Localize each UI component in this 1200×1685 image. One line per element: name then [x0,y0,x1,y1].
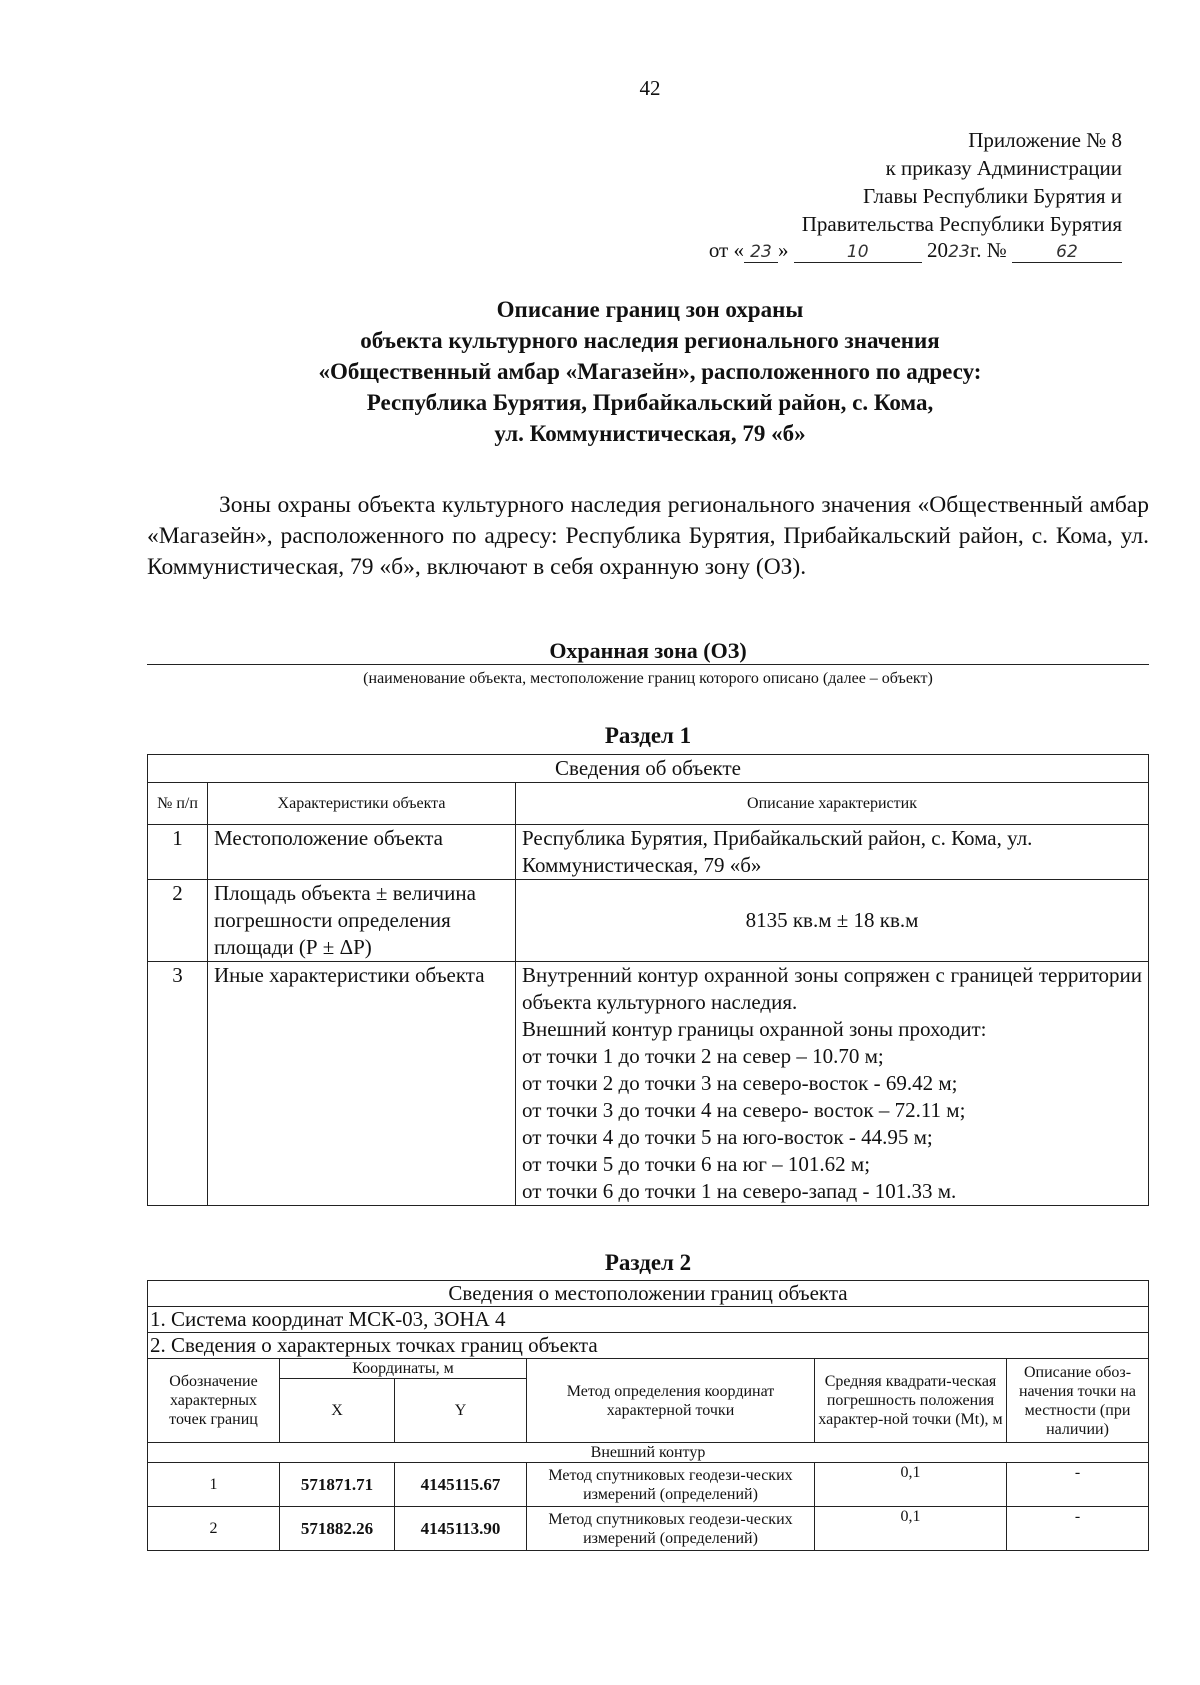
title-line-4: Республика Бурятия, Прибайкальский район, с. Кома, [366,390,934,415]
header-description: Описание обоз-начения точки на местности (при наличии) [1007,1359,1149,1443]
row-description [516,962,1149,1206]
point-method: Метод спутниковых геодези-ческих измерений (определений) [527,1463,815,1507]
row-num: 1 [148,825,208,880]
boundary-points-table [147,1280,1149,1551]
header-num: № п/п [148,783,208,825]
header-coordinates: Координаты, м [280,1359,527,1379]
point-y: 4145113.90 [395,1507,527,1551]
intro-text: Зоны охраны объекта культурного наследия регионального значения «Общественный амбар «Магазейн», расположенного по адресу: Республика Бурятия, Прибайкальский район, с. Кома, ул. Коммунистическая, 79 «б», включают в себя охранную зону (ОЗ). [147,492,1149,580]
header-method: Метод определения координат характерной точки [527,1359,815,1443]
title-line-5: ул. Коммунистическая, 79 «б» [494,421,806,446]
appendix-header [802,126,1122,238]
coordinate-system: 1. Система координат МСК-03, ЗОНА 4 [148,1307,1149,1333]
year-prefix: 20 [926,238,948,262]
title-line-1: Описание границ зон охраны [496,297,804,322]
year-field: 23 [948,242,970,262]
point-x: 571882.26 [280,1507,395,1551]
desc-line: от точки 5 до точки 6 на юг – 101.62 м; [522,1152,871,1176]
order-number-field: 62 [1012,242,1122,263]
table-caption: Сведения об объекте [148,755,1149,783]
page-number: 42 [639,76,661,100]
point-description: - [1007,1507,1149,1551]
table-row [148,825,1149,880]
header-designation: Обозначение характерных точек границ [148,1359,280,1443]
point-id: 1 [148,1463,280,1507]
section-1-title: Раздел 1 [604,723,692,748]
point-y: 4145115.67 [395,1463,527,1507]
table-row [148,962,1149,1206]
row-num: 2 [148,880,208,962]
zone-subtitle: (наименование объекта, местоположение границ которого описано (далее – объект) [363,670,933,687]
table-row [148,1463,1149,1507]
zone-title: Охранная зона (ОЗ) [147,638,1149,665]
point-method: Метод спутниковых геодези-ческих измерений (определений) [527,1507,815,1551]
intro-paragraph [147,490,1149,583]
desc-line: от точки 4 до точки 5 на юго-восток - 44.95 м; [522,1125,933,1149]
row-characteristic: Площадь объекта ± величина погрешности определения площади (Р ± ΔР) [208,880,516,962]
title-line-2: объекта культурного наследия регионального значения [360,328,940,353]
header-description: Описание характеристик [516,783,1149,825]
date-prefix: от « [708,238,744,262]
contour-label: Внешний контур [148,1443,1149,1463]
row-description: Республика Бурятия, Прибайкальский район, с. Кома, ул. Коммунистическая, 79 «б» [516,825,1149,880]
header-x: X [280,1379,395,1443]
row-num: 3 [148,962,208,1206]
desc-line: от точки 1 до точки 2 на север – 10.70 м; [522,1044,884,1068]
header-y: Y [395,1379,527,1443]
row-description: 8135 кв.м ± 18 кв.м [516,880,1149,962]
appendix-line-3: Главы Республики Бурятия и [863,184,1122,208]
point-accuracy: 0,1 [815,1463,1007,1507]
desc-line: от точки 3 до точки 4 на северо- восток – 72.11 м; [522,1098,966,1122]
row-characteristic: Местоположение объекта [208,825,516,880]
point-description: - [1007,1463,1149,1507]
points-caption: 2. Сведения о характерных точках границ объекта [148,1333,1149,1359]
desc-line: от точки 6 до точки 1 на северо-запад - 101.33 м. [522,1179,957,1203]
row-characteristic: Иные характеристики объекта [208,962,516,1206]
order-date-line [709,238,1122,263]
year-tail: г. № [969,238,1007,262]
table-caption: Сведения о местоположении границ объекта [148,1281,1149,1307]
title-line-3: «Общественный амбар «Магазейн», расположенного по адресу: [318,359,982,384]
table-row [148,1507,1149,1551]
table-row [148,880,1149,962]
appendix-line-4: Правительства Республики Бурятия [801,212,1122,236]
point-x: 571871.71 [280,1463,395,1507]
desc-line: Внутренний контур охранной зоны сопряжен с границей территории объекта культурного наследия. [522,963,1142,1014]
document-title [0,294,1200,449]
header-accuracy: Средняя квадрати-ческая погрешность положения характер-ной точки (Mt), м [815,1359,1007,1443]
object-info-table [147,754,1149,1206]
point-id: 2 [148,1507,280,1551]
month-field: 10 [794,242,922,263]
appendix-line-1: Приложение № 8 [968,128,1122,152]
date-mid: » [777,238,789,262]
desc-line: от точки 2 до точки 3 на северо-восток - 69.42 м; [522,1071,958,1095]
day-field: 23 [744,242,778,263]
point-accuracy: 0,1 [815,1507,1007,1551]
appendix-line-2: к приказу Администрации [885,156,1122,180]
header-characteristic: Характеристики объекта [208,783,516,825]
section-2-title: Раздел 2 [604,1250,692,1275]
desc-line: Внешний контур границы охранной зоны проходит: [522,1017,987,1041]
